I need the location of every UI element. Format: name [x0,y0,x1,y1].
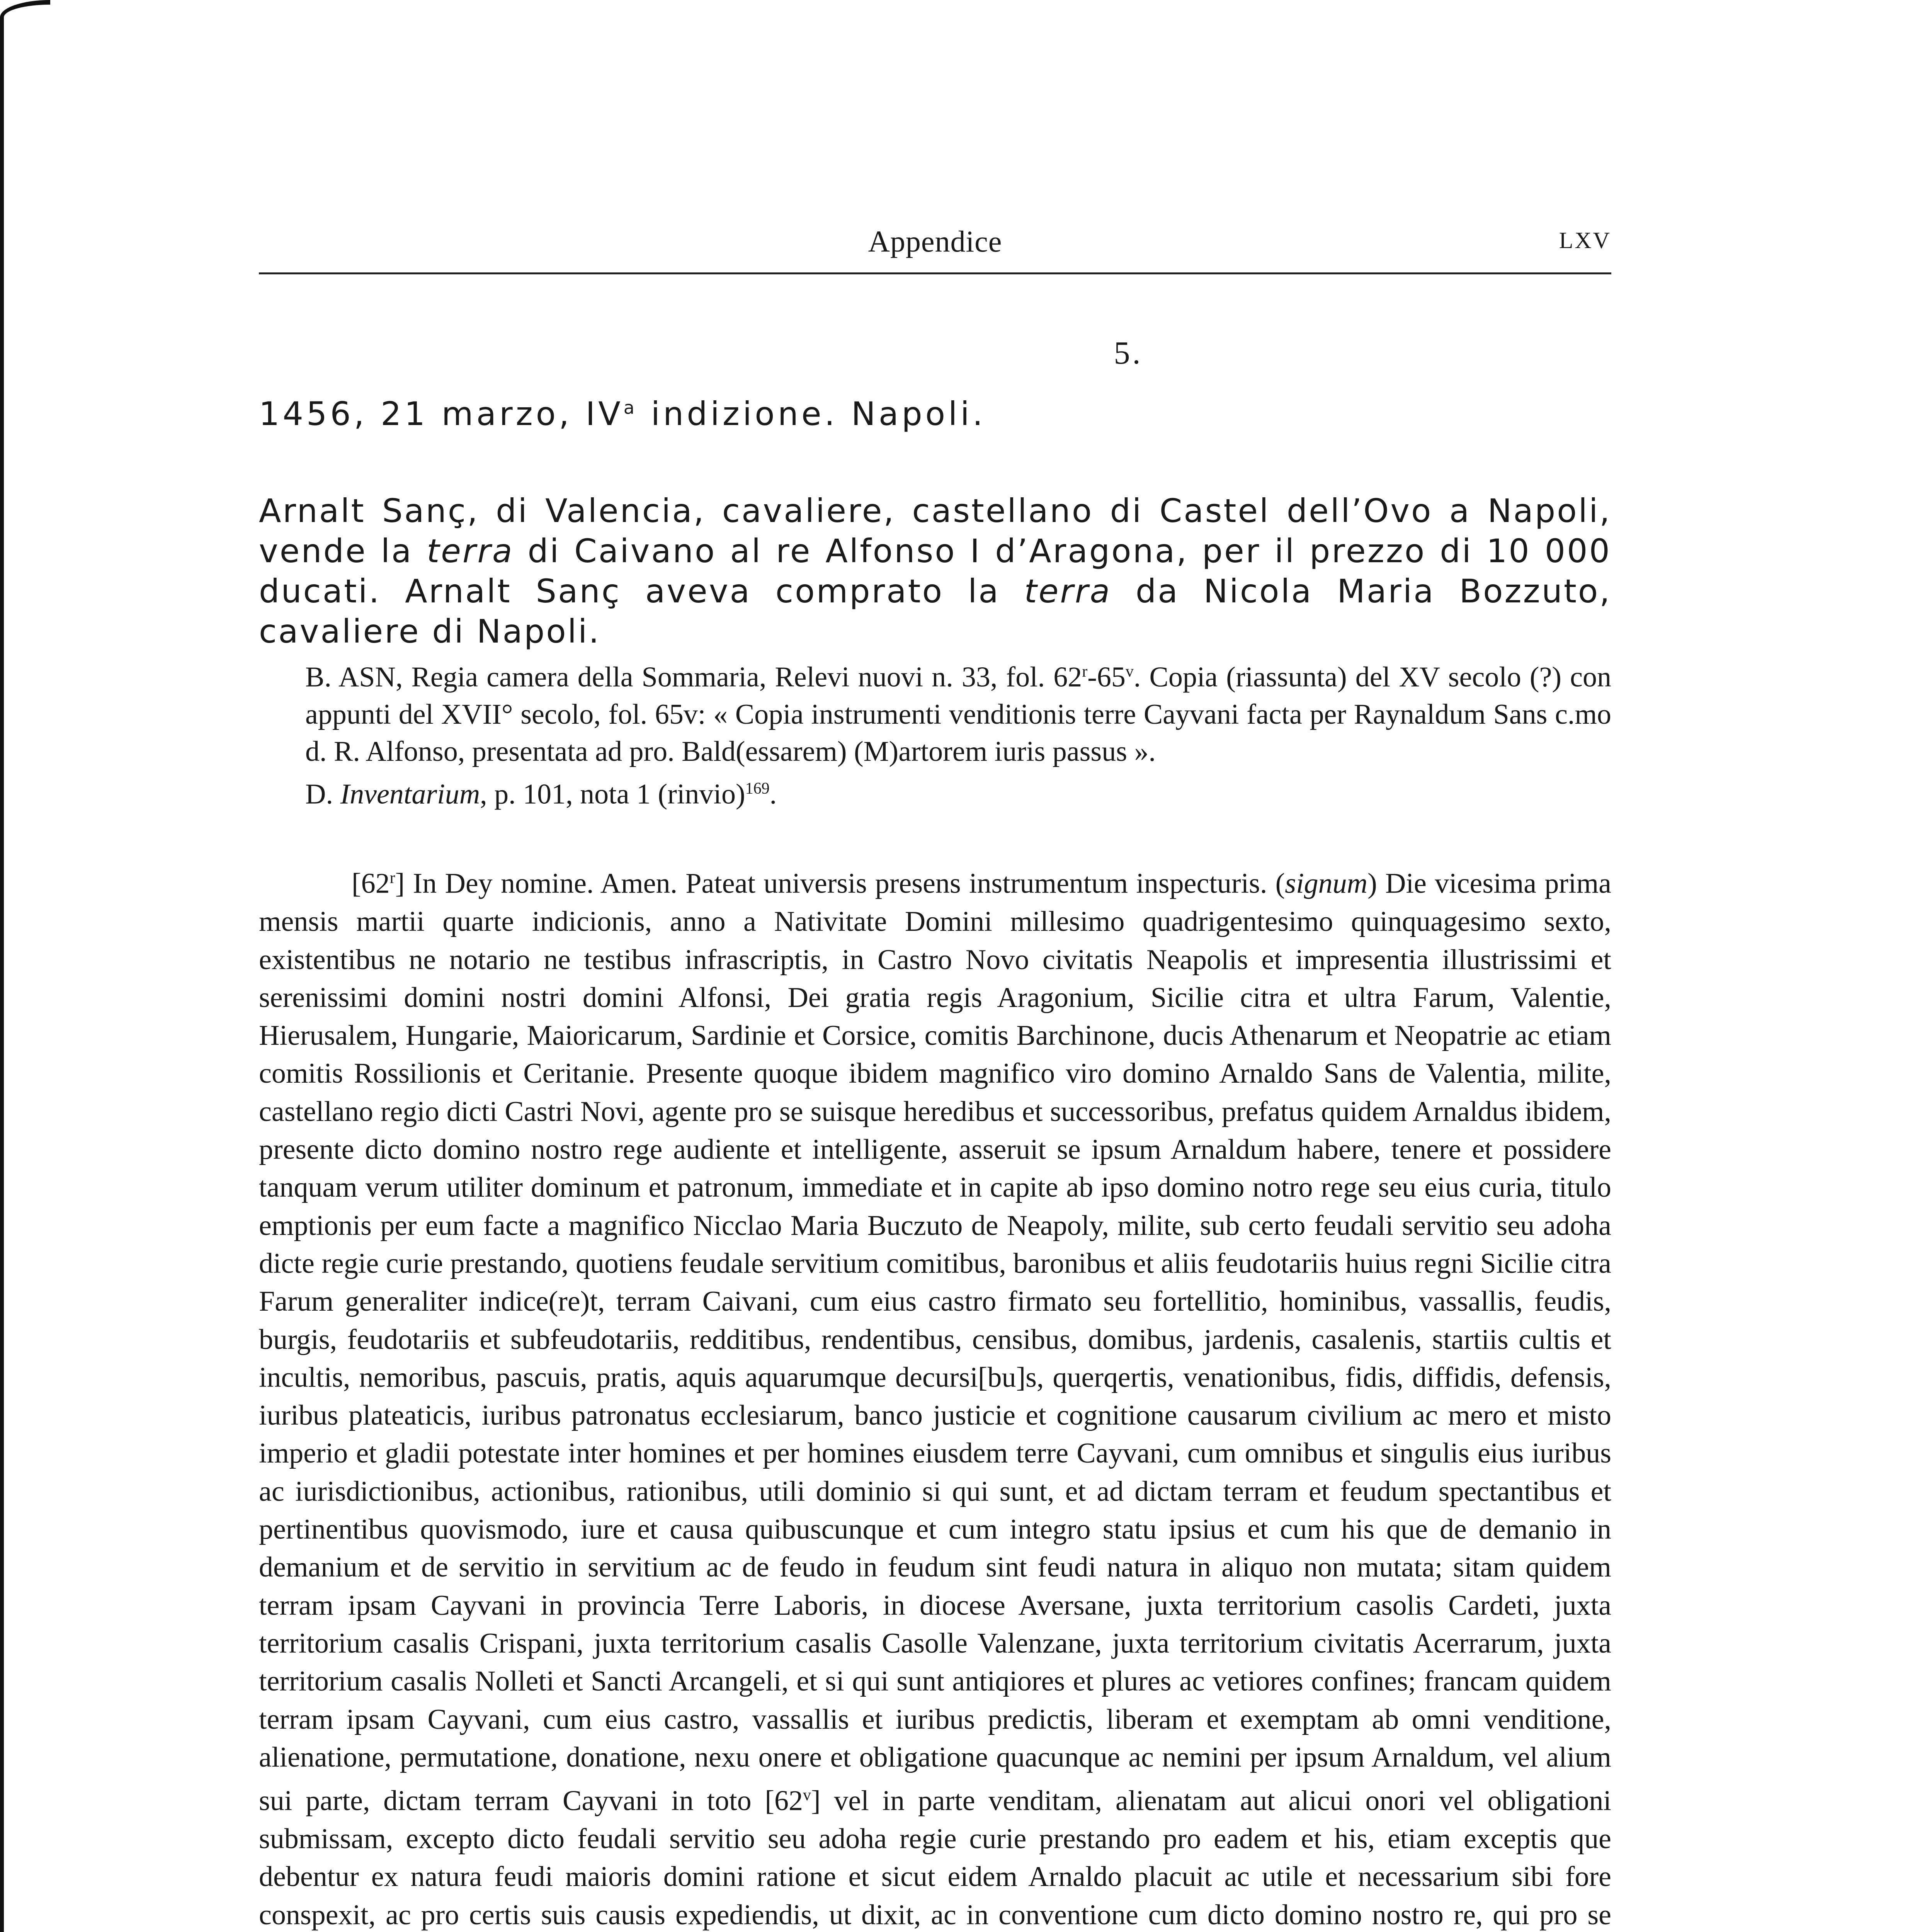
page [259,224,1611,1932]
source-text: , p. 101, nota 1 (rinvio) [480,778,745,810]
signum-italic: signum [1285,867,1368,900]
document-number: 5. [1114,335,1143,371]
document-transcription [259,859,1611,1932]
source-d [305,770,1611,813]
source-sup: r [1082,663,1088,680]
source-sup: v [1125,663,1134,680]
footnote-ref: 169 [745,779,770,798]
transcription-paragraph [259,859,1611,1932]
source-text: . [769,778,777,810]
source-text: B. ASN, Regia camera della Sommaria, Relevi nuovi n. 33, fol. 62 [305,661,1082,693]
source-b [305,653,1611,770]
body-text: ] vel in parte venditam, alienatam aut alicui onori vel obligationi submissam, excepto dicto feudali servitio seu adoha regie curie prestando pro eadem et his, etiam exceptis que debentur ex natura feudi maioris domini ratione et sicut eidem Arnaldo placuit ac utile et necessarium sibi fore conspexit, ac pro certis suis causis expediendis, ut dixit, ac in conventione cum dicto domino nostro re, qui pro se [259,1785,1611,1931]
regest-seg: Arnalt Sanç, di Valencia, cavaliere, castellano di Castel dell’Ovo a Napoli, vende la [259,492,1611,570]
source-text: . Copia (riassunta) del XV secolo (?) con appunti del XVII° secolo, fol. 65v: « Copia instrumenti venditionis terre Cayvani facta per Raynaldum Sans c.mo d. R. Alfonso, presentata ad pro. Bald(essarem) (M)artorem iuris passus ». [305,661,1611,767]
running-header [259,224,1611,274]
source-text: -65 [1087,661,1126,693]
regest-text [259,491,1611,651]
header-title: Appendice [868,224,1002,258]
regest-italic: terra [427,532,514,570]
body-text: ] In Dey nomine. Amen. Pateat universis presens instrumentum inspecturis. ( [395,867,1285,900]
date-place: indizione. Napoli. [637,395,986,433]
document-date [259,395,1611,433]
regest-seg: da Nicola Maria Bozzuto, cavaliere di Napoli. [259,572,1612,650]
folio-sup: r [389,869,395,887]
source-apparatus [305,653,1611,813]
page-number: LXV [1559,228,1611,253]
body-text: ) Die vicesima prima mensis martii quarte indicionis, anno a Nativitate Domini millesimo quadrigentesimo quinquagesimo sexto, existentibus ne notario ne testibus infrascriptis, in Castro Novo civitatis Neapolis et impresentia illustrissimi et serenissimi domini nostri domini Alfonsi, Dei gratia regis Aragonium, Sicilie citra et ultra Farum, Valentie, Hierusalem, Hungarie, Maioricarum, Sardinie et Corsice, comitis Barchinone, ducis Athenarum et Neopatrie ac etiam comitis Rossilionis et Ceritanie. Presente quoque ibidem magnifico viro domino Arnaldo Sans de Valentia, milite, castellano regio dicti Castri Novi, agente pro se suisque heredibus et successoribus, prefatus quidem Arnaldus ibidem, presente dicto domino nostro rege audiente et intelligente, asseruit se ipsum Arnaldum habere, tenere et possidere tanquam verum utiliter dominum et patronum, immediate et in capite ab ipso domino notro rege seu eius curia, titulo emptionis per eum facte a magnifico Nicclao Maria Buczuto de Neapoly, milite, sub certo feudali servitio seu adoha dicte regie curie prestando, quotiens feudale servitium comitibus, baronibus et aliis feudotariis huius regni Sicilie citra Farum generaliter indice(re)t, terram Caivani, cum eius castro firmato seu fortellitio, hominibus, vassallis, feudis, burgis, feudotariis et subfeudotariis, redditibus, rendentibus, censibus, domibus, jardenis, casalenis, startiis cultis et incultis, nemoribus, pascuis, pratis, aquis aquarumque decursi[bu]s, querqertis, venationibus, fidis, diffidis, defensis, iuribus plateaticis, iuribus patronatus ecclesiarum, banco justicie et cognitione causarum civilium ac mero et misto imperio et gladii potestate inter homines et per homines eiusdem terre Cayvani, cum omnibus et singulis eius iuribus ac iurisdictionibus, actionibus, rationibus, utili dominio si qui sunt, et ad dictam terram et feudum spectantibus et pertinentibus quovismodo, iure et causa quibuscunque et cum integro statu ipsius et cum his que de demanio in demanium et de servitio in servitium ac de feudo in feudum sint feudi natura in aliquo non mutata; sitam quidem terram ipsam Cayvani in provincia Terre Laboris, in diocese Aversane, juxta territorium casolis Cardeti, juxta territorium casalis Crispani, juxta territorium casalis Casolle Valenzane, juxta territorium civitatis Acerrarum, juxta territorium casalis Nolleti et Sancti Arcangeli, et si qui sunt antiqiores et plures ac vetiores confines; francam quidem terram ipsam Cayvani, cum eius castro, vassallis et iuribus predictis, liberam et exemptam ab omni venditione, alienatione, permutatione, donatione, nexu onere et obligatione quacunque ac nemini per ipsum Arnaldum, vel alium sui parte, dictam terram Cayvani in toto [62 [259,867,1611,1817]
date-superscript: a [623,397,638,418]
regest-seg: di Caivano al re Alfonso I d’Aragona, per il prezzo di 10 000 ducati. Arnalt Sanç aveva comprato la [259,532,1611,610]
scan-border [0,0,50,1932]
body-text: [62 [352,867,390,900]
regest [259,491,1611,651]
regest-italic: terra [1024,572,1111,610]
date-text: 1456, 21 marzo, IV [259,395,624,433]
source-text: D. [305,778,340,810]
folio-sup: v [803,1786,811,1804]
source-italic: Inventarium [340,778,480,810]
